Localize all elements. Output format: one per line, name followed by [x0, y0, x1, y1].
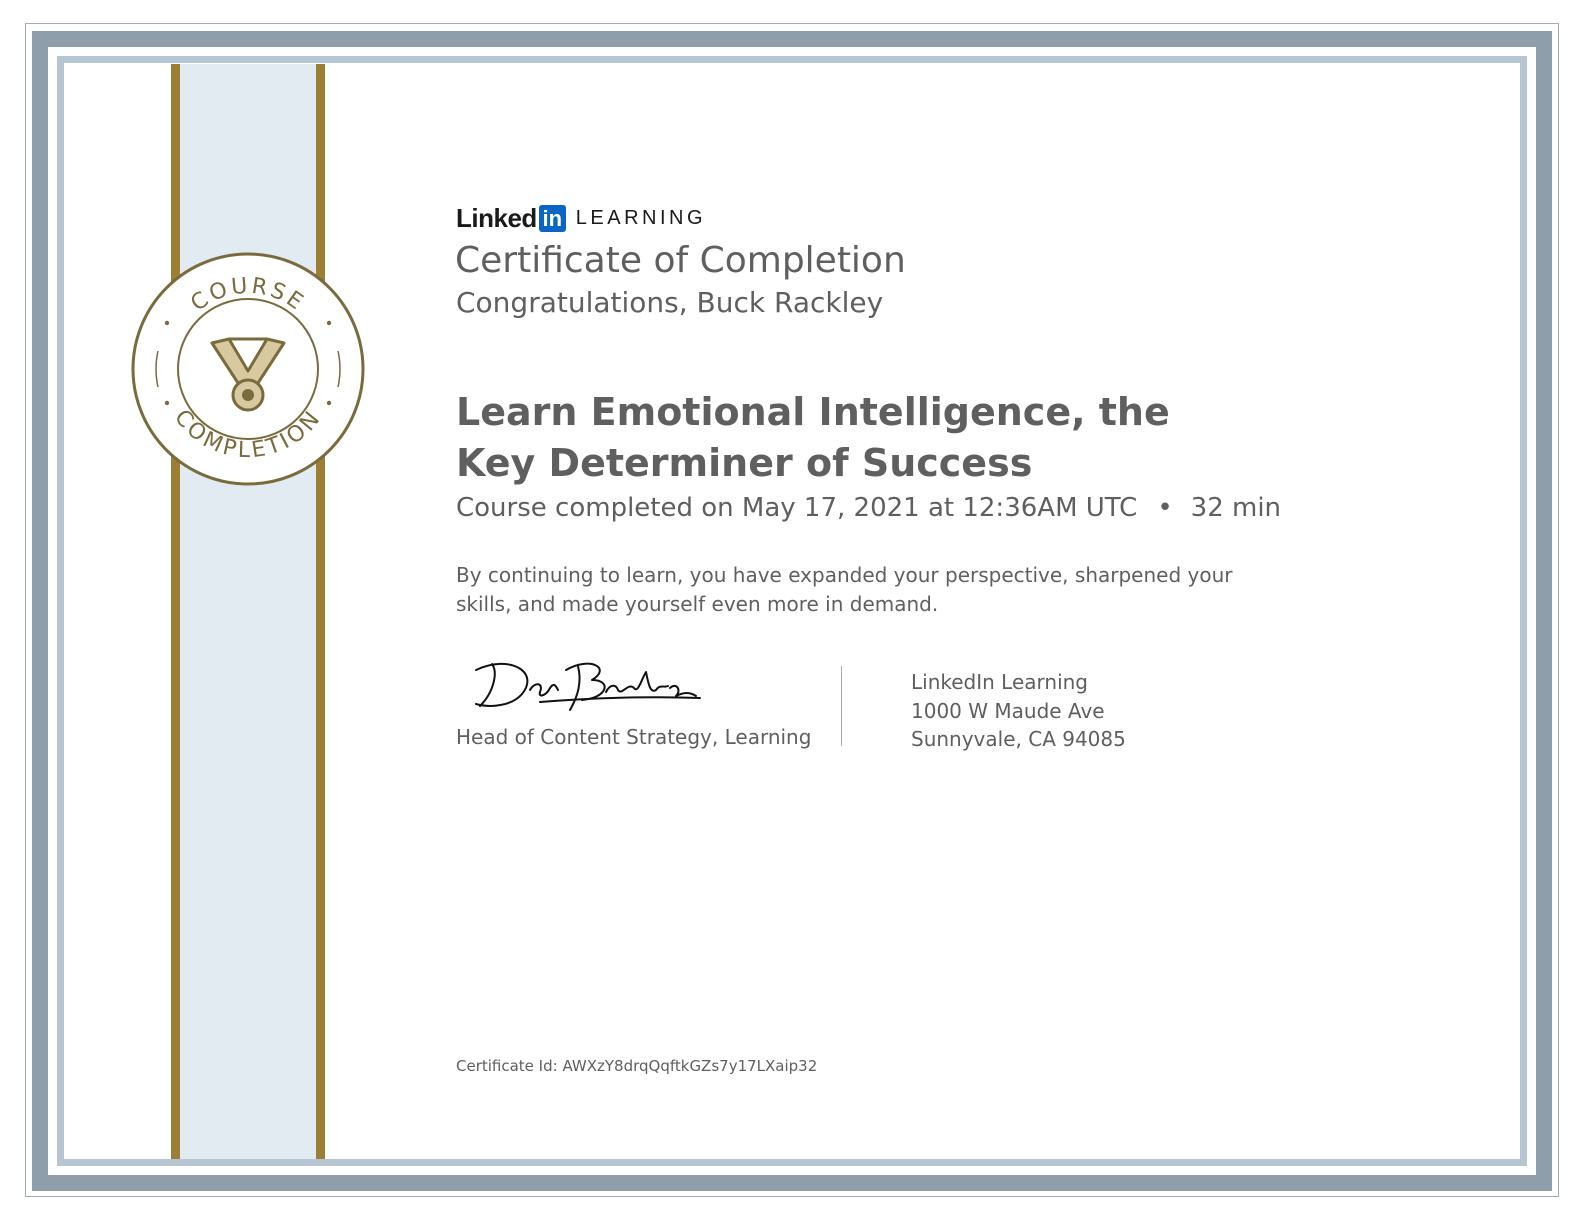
address-line-3: Sunnyvale, CA 94085 [911, 727, 1126, 751]
vertical-divider [841, 666, 842, 746]
linkedin-learning-logo [456, 202, 706, 234]
certificate-title: Certificate of Completion [455, 240, 906, 281]
completion-info [456, 493, 1281, 523]
certificate-blurb: By continuing to learn, you have expanded your perspective, sharpened your skills, and made yourself even more in demand. [456, 563, 1233, 616]
linkedin-in-icon: in [539, 205, 566, 232]
signer-title: Head of Content Strategy, Learning [456, 725, 812, 749]
seal-bottom-text: COMPLETION [169, 405, 327, 464]
course-completion-seal [130, 251, 366, 487]
signature [470, 652, 710, 716]
seal-top-text: COURSE [186, 273, 310, 317]
logo-learning-text: LEARNING [575, 206, 707, 229]
completion-date: Course completed on May 17, 2021 at 12:36AM UTC [456, 493, 1138, 523]
issuer-address [911, 668, 1126, 754]
certificate-id: Certificate Id: AWXzY8drqQqftkGZs7y17LXaip32 [456, 1057, 818, 1075]
congratulations-text: Congratulations, Buck Rackley [456, 286, 884, 319]
separator-dot: • [1157, 493, 1173, 523]
decorative-ribbon [171, 64, 325, 1159]
logo-wordmark: Linked [456, 202, 537, 233]
course-title: Learn Emotional Intelligence, the Key Determiner of Success [456, 390, 1170, 485]
address-line-1: LinkedIn Learning [911, 670, 1089, 694]
address-line-2: 1000 W Maude Ave [911, 698, 1105, 723]
course-duration: 32 min [1190, 493, 1282, 523]
